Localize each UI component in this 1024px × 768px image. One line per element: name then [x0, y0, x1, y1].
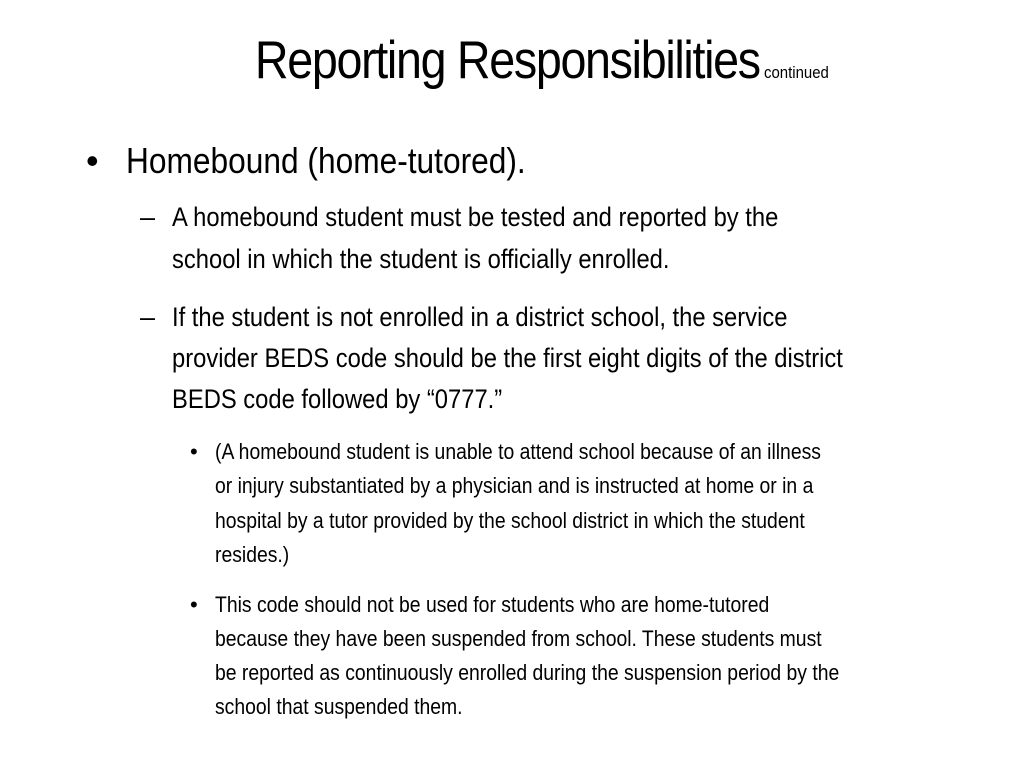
sub-bullet-1-line-2: school in which the student is officially enrolled. — [172, 244, 670, 274]
sub-sub-bullet-2-line-4: school that suspended them. — [215, 694, 463, 719]
dash-marker: – — [140, 202, 156, 232]
dash-marker: – — [140, 302, 156, 332]
sub-sub-bullet-1-line-2: or injury substantiated by a physician and is instructed at home or in a — [215, 473, 814, 498]
sub-sub-bullet-1-line-1: (A homebound student is unable to attend school because of an illness — [215, 439, 821, 464]
sub-bullet-1-line-1: A homebound student must be tested and reported by the — [172, 202, 779, 232]
sub-bullet-2-line-1: If the student is not enrolled in a district school, the service — [172, 302, 788, 332]
sub-sub-bullet-2-line-3: be reported as continuously enrolled during the suspension period by the — [215, 660, 840, 685]
sub-sub-bullet-2-line-2: because they have been suspended from school. These students must — [215, 626, 822, 651]
bullet-marker: • — [86, 140, 99, 181]
sub-bullet-2-line-2: provider BEDS code should be the first eight digits of the district — [172, 343, 843, 373]
sub-sub-bullet-1-line-3: hospital by a tutor provided by the school district in which the student — [215, 508, 805, 533]
title-text: Reporting Responsibilities — [255, 31, 761, 90]
bullet-marker: • — [190, 439, 198, 464]
bullet-homebound: Homebound (home-tutored). — [126, 140, 526, 181]
bullet-marker: • — [190, 592, 198, 617]
title-suffix: continued — [764, 63, 829, 82]
sub-sub-bullet-1-line-4: resides.) — [215, 542, 290, 567]
sub-bullet-2-line-3: BEDS code followed by “0777.” — [172, 384, 503, 414]
sub-sub-bullet-2-line-1: This code should not be used for students who are home-tutored — [215, 592, 770, 617]
